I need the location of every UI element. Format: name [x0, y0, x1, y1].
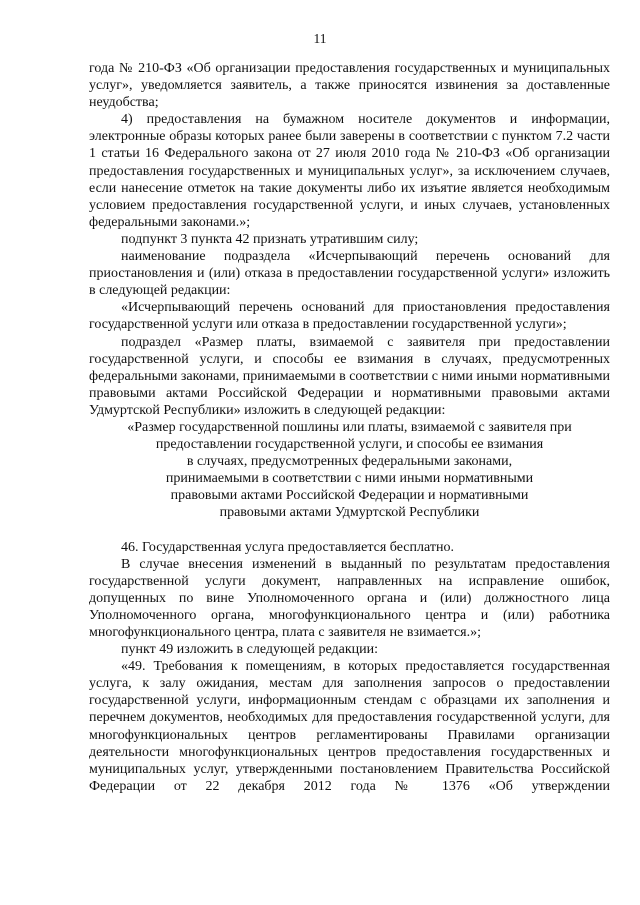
document-body — [89, 60, 610, 795]
paragraph-6: подраздел «Размер платы, взимаемой с заявителя при предоставлении государственной услуги, и способы ее взимания в случаях, предусмотренных федеральными законами, принимаемыми в соответствии с ними иными нормативными правовыми актами Российской Федерации и нормативными правовыми актами Удмуртской Республики» изложить в следующей редакции: — [89, 334, 610, 418]
paragraph-3: подпункт 3 пункта 42 признать утратившим силу; — [121, 231, 419, 247]
centered-title-line-3: в случаях, предусмотренных федеральными законами, — [186, 454, 513, 470]
centered-subsection-title — [89, 419, 610, 522]
paragraph-7: 46. Государственная услуга предоставляется бесплатно. — [121, 539, 454, 555]
page-number: 11 — [313, 31, 327, 46]
centered-title-line-5: правовыми актами Российской Федерации и нормативными — [170, 488, 529, 504]
centered-title-line-6: правовыми актами Удмуртской Республики — [219, 505, 480, 521]
paragraph-5: «Исчерпывающий перечень оснований для приостановления предоставления государственной услуги или отказа в предоставлении государственной услуги»; — [89, 300, 610, 333]
centered-title-line-2: предоставлении государственной услуги, и способы ее взимания — [155, 437, 544, 453]
paragraph-2: 4) предоставления на бумажном носителе документов и информации, электронные образы которых ранее были заверены в соответствии с пунктом 7.2 части 1 статьи 16 Федерального закона от 27 июля 2010 года № 210-ФЗ «Об организации предоставления государственных и муниципальных услуг», за исключением случаев, если нанесение отметок на такие документы либо их изъятие является необходимым условием предоставления государственной услуги, и иных случаев, установленных федеральными законами.»; — [89, 112, 610, 230]
blank-line — [89, 522, 610, 539]
paragraph-4: наименование подраздела «Исчерпывающий перечень оснований для приостановления и (или) отказа в предоставлении государственной услуги» изложить в следующей редакции: — [89, 249, 610, 299]
paragraph-10: «49. Требования к помещениям, в которых предоставляется государственная услуга, к залу ожидания, местам для заполнения запросов о предоставлении государственной услуги, информационным стендам с образцами их заполнения и перечнем документов, необходимых для предоставления государственной услуги, для многофункциональных центров регламентированы Правилами организации деятельности многофункциональных центров предоставления государственных и муниципальных услуг, утвержденными постановлением Правительства Российской Федерации от 22 декабря 2012 года № 1376 «Об утверждении — [89, 659, 610, 794]
paragraph-9: пункт 49 изложить в следующей редакции: — [121, 642, 378, 658]
paragraph-8: В случае внесения изменений в выданный по результатам предоставления государственной услуги документ, направленных на исправление ошибок, допущенных по вине Уполномоченного органа и (или) должностного лица Уполномоченного органа, многофункционального центра и (или) работника многофункционального центра, плата с заявителя не взимается.»; — [89, 556, 610, 640]
paragraph-1: года № 210-ФЗ «Об организации предоставления государственных и муниципальных услуг», уведомляется заявитель, а также приносятся извинения за доставленные неудобства; — [89, 61, 610, 111]
centered-title-line-1: «Размер государственной пошлины или платы, взимаемой с заявителя при — [127, 419, 572, 435]
centered-title-line-4: принимаемыми в соответствии с ними иными нормативными — [165, 471, 534, 487]
